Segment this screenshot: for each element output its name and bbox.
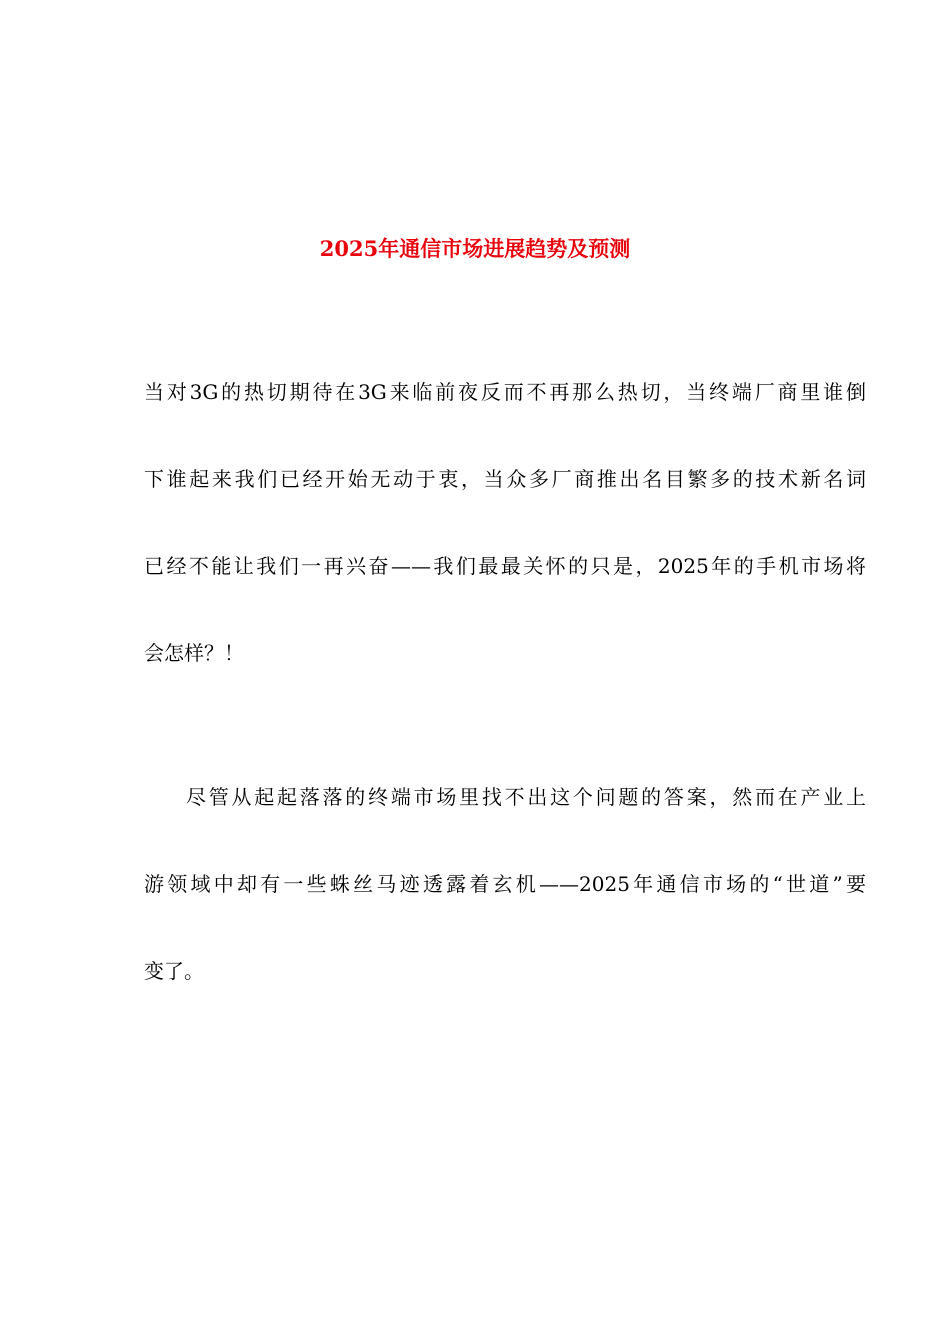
paragraph-line: 变了。 — [144, 959, 204, 983]
paragraph-line: 游领域中却有一些蛛丝马迹透露着玄机——2025年通信市场的“世道”要 — [144, 872, 866, 896]
paragraph-line: 尽管从起起落落的终端市场里找不出这个问题的答案，然而在产业上 — [186, 785, 866, 809]
paragraph-2 — [144, 754, 866, 1015]
paragraph-line: 已经不能让我们一再兴奋——我们最最关怀的只是，2025年的手机市场将 — [144, 554, 866, 578]
paragraph-line: 下谁起来我们已经开始无动于衷，当众多厂商推出名目繁多的技术新名词 — [144, 467, 866, 491]
document-title: 2025年通信市场进展趋势及预测 — [319, 236, 631, 261]
paragraph-line: 当对3G的热切期待在3G来临前夜反而不再那么热切，当终端厂商里谁倒 — [144, 380, 866, 404]
paragraph-1 — [144, 349, 866, 697]
paragraph-line: 会怎样？！ — [144, 641, 244, 665]
